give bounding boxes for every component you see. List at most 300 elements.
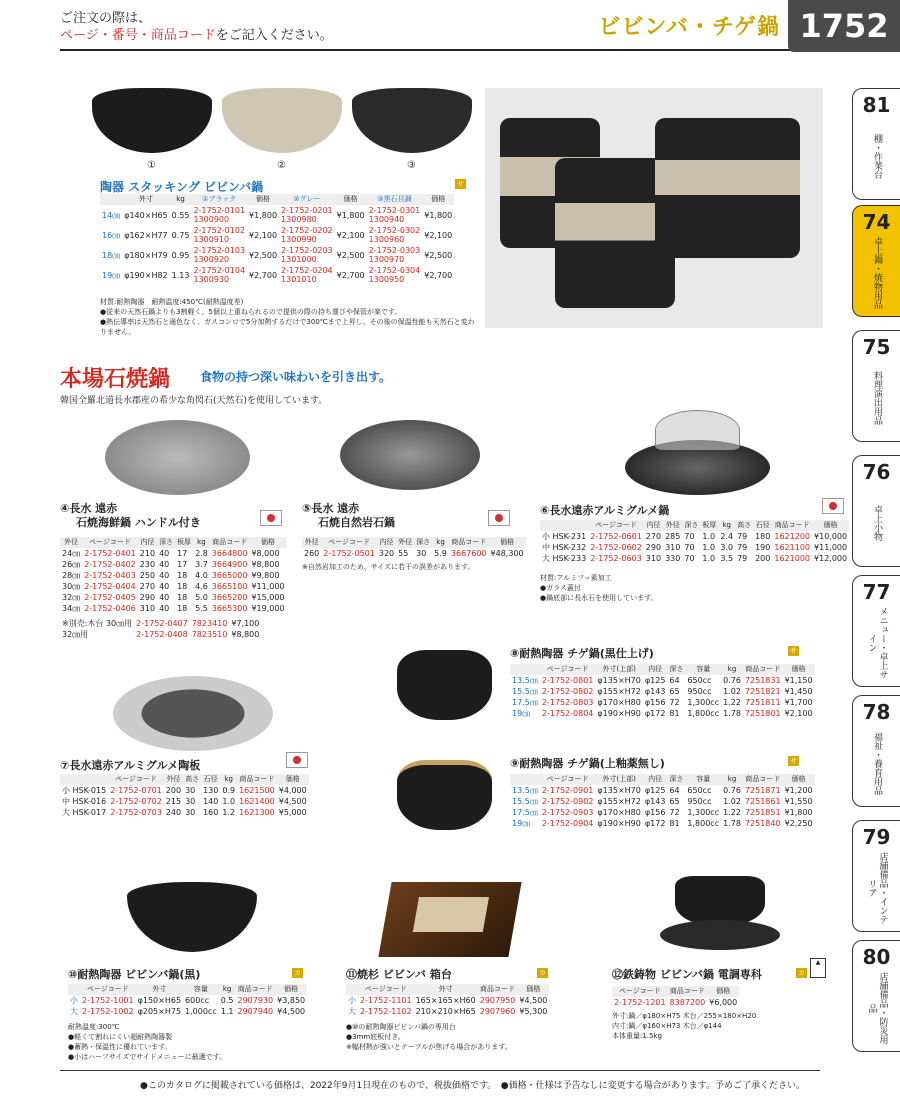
table-cell: 小 [70, 996, 78, 1005]
table-cell: ¥3,850 [277, 996, 306, 1005]
order-notice [60, 10, 333, 44]
table-header-cell: 価格 [517, 984, 549, 995]
table-cell: 28㎝ [62, 571, 81, 580]
table-header-cell: 価格 [422, 194, 454, 205]
table-cell: 70 [684, 554, 695, 563]
table-cell: 30 [416, 549, 427, 558]
sidebar-tab-79[interactable] [852, 820, 900, 932]
table-cell: 30 [185, 808, 196, 817]
table-cell: 290 [645, 543, 662, 552]
table-header-cell: 外寸 [136, 984, 183, 995]
table-cell: 3665200 [211, 593, 248, 602]
table-header-cell: 容量 [183, 984, 219, 995]
label-1: ① [147, 160, 156, 171]
table-cell: 200 [165, 786, 182, 795]
table-cell: 大 [70, 1007, 78, 1016]
table-cell: 270 [139, 582, 156, 591]
table-header-cell: 外寸 [122, 194, 169, 205]
item12-title: ⑫鉄鋳物 ビビンバ鍋 電調専科 [612, 968, 762, 981]
table-cell: ¥7,100 [231, 619, 260, 628]
table-cell: 2907930 [237, 996, 274, 1005]
table-cell: 0.75 [171, 230, 190, 240]
table-cell: 200 [755, 554, 771, 563]
table-header-row [612, 986, 739, 997]
table-cell: 1621500 [239, 786, 275, 795]
table-row [60, 570, 287, 581]
table-cell: φ172 [644, 819, 666, 828]
induction-icon: ▲ [810, 958, 826, 978]
table-cell: 1,300cc [687, 698, 720, 707]
note-line: 内寸:鍋／φ160×H73 木台／φ144 [612, 1022, 722, 1030]
table-cell: 2-1752-0405 [84, 593, 136, 602]
table-cell: φ180×H79 [124, 250, 168, 260]
table-row [510, 818, 815, 829]
item7-table [60, 774, 309, 818]
table-cell: 2-1752-0804 [541, 709, 594, 718]
item6-title: ⑥長水遠赤アルミグルメ鍋 [540, 504, 670, 517]
sidebar-tab-80[interactable] [852, 940, 900, 1052]
sidebar-tab-78[interactable] [852, 695, 900, 807]
table-cell: 7823510 [191, 630, 228, 639]
stacking-icon: サ [457, 180, 464, 188]
table-cell: 40 [159, 560, 170, 569]
table-cell: φ156 [644, 808, 666, 817]
wooden-stand-image [378, 882, 521, 957]
korea-flag-icon [260, 510, 282, 526]
honba-desc: 韓国全羅北道長水郡産の希少な角閃石(天然石)を使用しています。 [60, 396, 328, 406]
pot-stand-image [660, 920, 780, 950]
label-3: ③ [407, 160, 416, 171]
table-cell: 1.22 [723, 698, 741, 707]
table-cell: 2-1752-0302 1300960 [368, 226, 421, 244]
table-cell: 1621400 [239, 797, 275, 806]
table-cell: 19㎝ [512, 819, 531, 828]
item5-table [302, 537, 526, 559]
table-cell: 1621200 [774, 532, 811, 541]
note-line: 材質:アルミフッ素加工 [540, 574, 612, 582]
table-header-cell: 価格 [335, 194, 367, 205]
table-cell: 40 [159, 549, 170, 558]
sidebar-tab-label: 棚・作業台 [872, 133, 882, 179]
table-cell: 2-1752-0301 1300940 [368, 206, 421, 224]
table-cell: 64 [669, 786, 680, 795]
table-header-cell: 外径 [398, 538, 413, 546]
korea-flag-icon [822, 498, 844, 514]
table-cell: φ155×H72 [597, 687, 641, 696]
item11-table [346, 984, 549, 1017]
sidebar-tab-77[interactable] [852, 575, 900, 687]
table-header-cell: ページコード [80, 984, 136, 995]
table-header-cell [540, 520, 588, 531]
table-cell: 2-1752-0403 [84, 571, 136, 580]
sidebar-tab-number: 76 [862, 460, 891, 484]
table-cell: 2-1752-0303 1300970 [368, 246, 421, 264]
table-cell: 8387200 [669, 998, 706, 1007]
table-cell: 2-1752-0204 1301010 [281, 266, 333, 284]
note-line: ●鍋底部に長水石を使用しています。 [540, 594, 658, 602]
table-header-cell: kg [170, 194, 192, 205]
item8-title: ⑧耐熱陶器 チゲ鍋(黒仕上げ) [510, 647, 654, 660]
item12-notes [612, 1011, 756, 1041]
table-cell: 190 [755, 543, 771, 552]
table-cell: 2-1752-0802 [541, 687, 594, 696]
table-row [100, 265, 454, 285]
table-header-cell: 商品コード [743, 664, 783, 675]
table-cell: 3.7 [195, 560, 208, 569]
table-cell: 18 [177, 604, 188, 613]
item4-table [60, 537, 287, 614]
table-cell: φ172 [644, 709, 666, 718]
table-cell: 65 [669, 797, 680, 806]
table-header-cell: 外径 [302, 537, 321, 548]
table-header-cell: 板厚 [177, 538, 192, 546]
table-cell: 2-1752-0401 [84, 549, 136, 558]
table-cell: φ125 [644, 676, 666, 685]
note-line: ●小はハーフサイズでサイドメニューに最適です。 [68, 1053, 227, 1061]
table-cell: 2907960 [479, 1007, 516, 1016]
table-header-row [60, 537, 287, 548]
table-cell: φ190×H90 [597, 819, 641, 828]
table-cell: ¥1,700 [784, 698, 813, 707]
table-cell: 1.1 [220, 1007, 234, 1016]
bowl-black-image [92, 88, 212, 153]
stacking-table [100, 194, 454, 285]
table-row [60, 548, 287, 559]
table-cell: 17 [177, 549, 188, 558]
table-row [612, 997, 739, 1008]
table-header-row [540, 520, 849, 531]
table-cell: 2-1752-0701 [110, 786, 162, 795]
table-cell: 40 [159, 582, 170, 591]
table-cell: 1.13 [171, 270, 190, 280]
item11-notes [346, 1022, 512, 1052]
table-cell: 2-1752-0904 [541, 819, 594, 828]
item8-table [510, 664, 815, 719]
table-header-cell: 高さ [185, 775, 200, 783]
table-cell: 1.0 [222, 797, 236, 806]
table-cell: 1.78 [723, 819, 741, 828]
glass-lid-image [655, 410, 740, 450]
table-header-cell: kg [219, 984, 236, 995]
gourmet-plate-image [113, 676, 273, 751]
table-cell: 17 [177, 560, 188, 569]
table-cell: 2-1752-0402 [84, 560, 136, 569]
table-header-cell: 内径 [643, 774, 668, 785]
table-cell: 79 [737, 554, 748, 563]
item5-title1: ⑤長水 遠赤 [302, 502, 360, 515]
table-cell: 1.78 [723, 709, 741, 718]
table-cell: 1.02 [723, 797, 741, 806]
table-cell: ※別売:木台 30㎝用 [62, 619, 133, 628]
table-cell: 70 [684, 543, 695, 552]
table-header-cell: 外寸(上部) [595, 664, 642, 675]
table-cell: 19㎝ [512, 709, 531, 718]
table-cell: ¥4,500 [277, 1007, 306, 1016]
table-cell: φ143 [644, 797, 666, 806]
table-cell: 30 [185, 786, 196, 795]
table-row [60, 559, 287, 570]
table-row [540, 542, 849, 553]
table-cell: 0.5 [220, 996, 234, 1005]
table-cell: 2-1752-0102 1300910 [193, 226, 246, 244]
table-cell: 240 [165, 808, 182, 817]
table-cell: 2-1752-0202 1300990 [281, 226, 333, 244]
table-cell: 2-1752-0801 [541, 676, 594, 685]
item10-icon: カ [294, 969, 301, 977]
chige-unglazed-image [397, 760, 492, 830]
table-cell: 0.55 [171, 210, 190, 220]
honba-subtitle: 食物の持つ深い味わいを引き出す。 [200, 370, 392, 384]
table-cell: ¥1,800 [249, 210, 278, 220]
item4-extra-table [60, 618, 261, 640]
table-cell: 160 [203, 808, 219, 817]
table-cell: 1.2 [222, 808, 236, 817]
sidebar-tab-label: メニュー・卓上サイン [866, 607, 888, 679]
table-header-cell: 商品コード [235, 984, 275, 995]
note-line: 本体重量:1.5kg [612, 1032, 662, 1040]
sidebar-tab-number: 74 [862, 210, 891, 234]
table-header-cell [510, 774, 540, 785]
table-row [510, 675, 815, 686]
table-cell: 130 [203, 786, 219, 795]
sidebar-tab-label: 卓上小物 [872, 505, 882, 541]
table-cell: ¥2,100 [249, 230, 278, 240]
table-row [540, 553, 849, 564]
table-header-cell: kg [718, 520, 735, 531]
table-cell: 260 [304, 549, 320, 558]
table-cell: 2-1752-0101 1300900 [193, 206, 246, 224]
natural-rock-pot-image [340, 420, 480, 490]
table-header-cell: 外径 [164, 774, 183, 785]
table-cell: 30 [185, 797, 196, 806]
table-cell: 72 [669, 698, 680, 707]
table-cell: φ135×H70 [597, 786, 641, 795]
table-cell: 2907940 [237, 1007, 274, 1016]
sidebar-tab-81[interactable] [852, 88, 900, 200]
table-header-cell: 外寸(上部) [595, 774, 642, 785]
table-cell: 2-1752-1102 [360, 1007, 412, 1016]
table-header-row [510, 774, 815, 785]
table-cell: 7251831 [744, 676, 781, 685]
table-header-cell: ページコード [540, 774, 596, 785]
table-cell: 310 [139, 604, 156, 613]
table-cell: 5.0 [195, 593, 208, 602]
header-rule [60, 49, 820, 51]
notice-highlight: ページ・番号・商品コード [60, 28, 216, 43]
note-line: ●⑩の耐熱陶器ビビンバ鍋の専用台 [346, 1023, 456, 1031]
table-header-cell: 外寸 [414, 984, 478, 995]
table-cell: 2-1752-0903 [541, 808, 594, 817]
table-cell: ¥2,100 [424, 230, 453, 240]
sidebar-tab-number: 81 [862, 93, 891, 117]
table-header-cell: 価格 [707, 986, 739, 997]
note-line: ●軽くて割れにくい超耐熱陶器製 [68, 1033, 173, 1041]
table-cell: 1621100 [774, 543, 811, 552]
item6-notes [540, 573, 658, 603]
table-cell: 30㎝ [62, 582, 81, 591]
sidebar-tab-label: 店舗備品・インテリア [866, 852, 888, 924]
table-cell: 70 [684, 532, 695, 541]
table-cell: 7251840 [744, 819, 781, 828]
table-cell: 285 [665, 532, 681, 541]
table-cell: 2-1752-0601 [590, 532, 642, 541]
item8-icon: サ [790, 647, 797, 655]
bowl-stone-image [352, 88, 472, 153]
table-cell: 1.22 [723, 808, 741, 817]
table-header-cell [346, 984, 358, 995]
table-cell: 2-1752-0602 [590, 543, 642, 552]
table-cell: 7251801 [744, 709, 781, 718]
table-cell: 5.5 [195, 604, 208, 613]
table-header-cell: 容量 [685, 664, 721, 675]
table-cell: 180 [755, 532, 771, 541]
table-cell: 7251811 [744, 698, 781, 707]
sidebar-tab-76[interactable] [852, 455, 900, 567]
table-cell: 17.5㎝ [512, 698, 538, 707]
table-cell: 4.6 [195, 582, 208, 591]
table-row [60, 796, 309, 807]
table-cell: 2-1752-0404 [84, 582, 136, 591]
table-cell: 0.95 [171, 250, 190, 260]
table-header-cell: 外径 [60, 537, 82, 548]
table-cell: ¥2,100 [336, 230, 365, 240]
table-cell: 1,000cc [185, 1007, 217, 1016]
stand-top-image [413, 897, 489, 932]
table-cell: 81 [669, 819, 680, 828]
table-header-cell: 高さ [737, 521, 752, 529]
table-cell: ¥6,000 [709, 998, 738, 1007]
table-cell: 7251821 [744, 687, 781, 696]
table-cell: 320 [378, 549, 395, 558]
table-cell: 64 [669, 676, 680, 685]
table-row [510, 708, 815, 719]
table-header-cell: 深さ [684, 521, 699, 529]
table-header-cell: 深さ [669, 775, 684, 783]
table-cell: ¥15,000 [251, 593, 285, 602]
table-header-cell: 価格 [783, 664, 815, 675]
sidebar-tab-number: 80 [862, 945, 891, 969]
table-cell: 34㎝ [62, 604, 81, 613]
table-cell: ¥2,700 [336, 270, 365, 280]
table-cell: ¥1,800 [424, 210, 453, 220]
sidebar-tab-75[interactable] [852, 330, 900, 442]
table-cell: ¥1,800 [784, 808, 813, 817]
item4-title [60, 502, 201, 530]
table-cell: 81 [669, 709, 680, 718]
table-cell: 17.5㎝ [512, 808, 538, 817]
note-line: 材質:耐熱陶器 耐熱温度:450℃(耐熱温度差) [100, 298, 244, 306]
seafood-pot-image [105, 420, 250, 495]
item12-table [612, 986, 739, 1008]
table-cell: 1621000 [774, 554, 811, 563]
sidebar-tab-label: 料理演出用品 [872, 371, 882, 425]
table-header-cell: ページコード [82, 537, 138, 548]
table-cell: 2-1752-0702 [110, 797, 162, 806]
table-cell: 7823410 [191, 619, 228, 628]
table-header-cell: 商品コード [210, 537, 250, 548]
table-cell: 中 HSK-232 [542, 543, 587, 552]
table-header-cell: 商品コード [743, 774, 783, 785]
table-row [346, 1006, 549, 1017]
table-cell: 18 [177, 593, 188, 602]
item4-title1: ④長水 遠赤 [60, 502, 118, 515]
item7-title: ⑦長水遠赤アルミグルメ陶板 [60, 759, 201, 772]
table-cell: 0.76 [723, 786, 741, 795]
table-cell: 650cc [687, 786, 712, 795]
table-cell: ¥5,300 [519, 1007, 548, 1016]
table-header-cell: ②グレー [279, 194, 335, 205]
footer-notice: ●このカタログに掲載されている価格は、2022年9月1日現在のもので、税抜価格です。 ●価格・仕様は予告なしに変更する場合があります。予めご了承ください。 [140, 1081, 805, 1091]
table-cell: 2-1752-0407 [136, 619, 188, 628]
table-cell: ¥11,000 [814, 543, 848, 552]
table-header-cell: 深さ [669, 665, 684, 673]
table-row [510, 697, 815, 708]
table-cell: ¥5,000 [278, 808, 307, 817]
table-cell: 2-1752-1201 [614, 998, 666, 1007]
notice-rest: をご記入ください。 [215, 28, 333, 43]
table-cell: 250 [139, 571, 156, 580]
table-cell: 24㎝ [62, 549, 81, 558]
table-cell: φ170×H80 [597, 808, 641, 817]
sidebar-tab-number: 75 [862, 335, 891, 359]
table-cell: 2-1752-0203 1301000 [281, 246, 333, 264]
table-row [100, 245, 454, 265]
iron-pot-image [675, 876, 765, 926]
table-cell: 79 [737, 532, 748, 541]
item5-note: ※自然岩加工のため、サイズに若干の誤差があります。 [302, 563, 475, 571]
sidebar-tab-label: 福祉・養育用品 [872, 731, 882, 795]
table-cell: ¥2,700 [424, 270, 453, 280]
table-header-cell: 価格 [812, 520, 849, 531]
table-cell: 1,300cc [687, 808, 720, 817]
table-header-cell: ページコード [612, 986, 668, 997]
table-cell: φ150×H65 [137, 996, 182, 1005]
table-cell: ¥2,250 [784, 819, 813, 828]
table-cell: 7251851 [744, 808, 781, 817]
table-header-cell: 価格 [275, 984, 307, 995]
table-row [302, 548, 526, 559]
table-cell: ¥2,500 [249, 250, 278, 260]
table-cell: ¥1,450 [784, 687, 813, 696]
table-cell: ¥9,800 [251, 571, 280, 580]
table-cell: ¥10,000 [814, 532, 848, 541]
table-cell: 13.5㎝ [512, 676, 538, 685]
table-header-cell: 板厚 [702, 521, 717, 529]
table-header-cell: 内径 [138, 537, 157, 548]
table-header-row [100, 194, 454, 205]
table-cell: 1.0 [702, 532, 716, 541]
table-cell: 165×165×H60 [415, 996, 476, 1005]
table-cell: 1.0 [702, 554, 716, 563]
table-cell: 大 HSK-233 [542, 554, 587, 563]
table-cell: φ170×H80 [597, 698, 641, 707]
sidebar-tab-74[interactable] [852, 205, 900, 317]
stacking-notes [100, 297, 475, 337]
table-row [510, 796, 815, 807]
item4-title2: 石焼海鮮鍋 ハンドル付き [76, 516, 201, 529]
table-cell: ¥2,500 [424, 250, 453, 260]
table-cell: 大 HSK-017 [62, 808, 107, 817]
table-cell: ¥48,300 [490, 549, 524, 558]
table-cell: 1.0 [702, 543, 716, 552]
table-row [346, 995, 549, 1006]
table-header-row [302, 537, 526, 548]
table-cell: φ143 [644, 687, 666, 696]
table-cell: ¥1,150 [784, 676, 813, 685]
table-row [510, 686, 815, 697]
table-cell: ¥19,000 [251, 604, 285, 613]
table-cell: 40 [159, 604, 170, 613]
